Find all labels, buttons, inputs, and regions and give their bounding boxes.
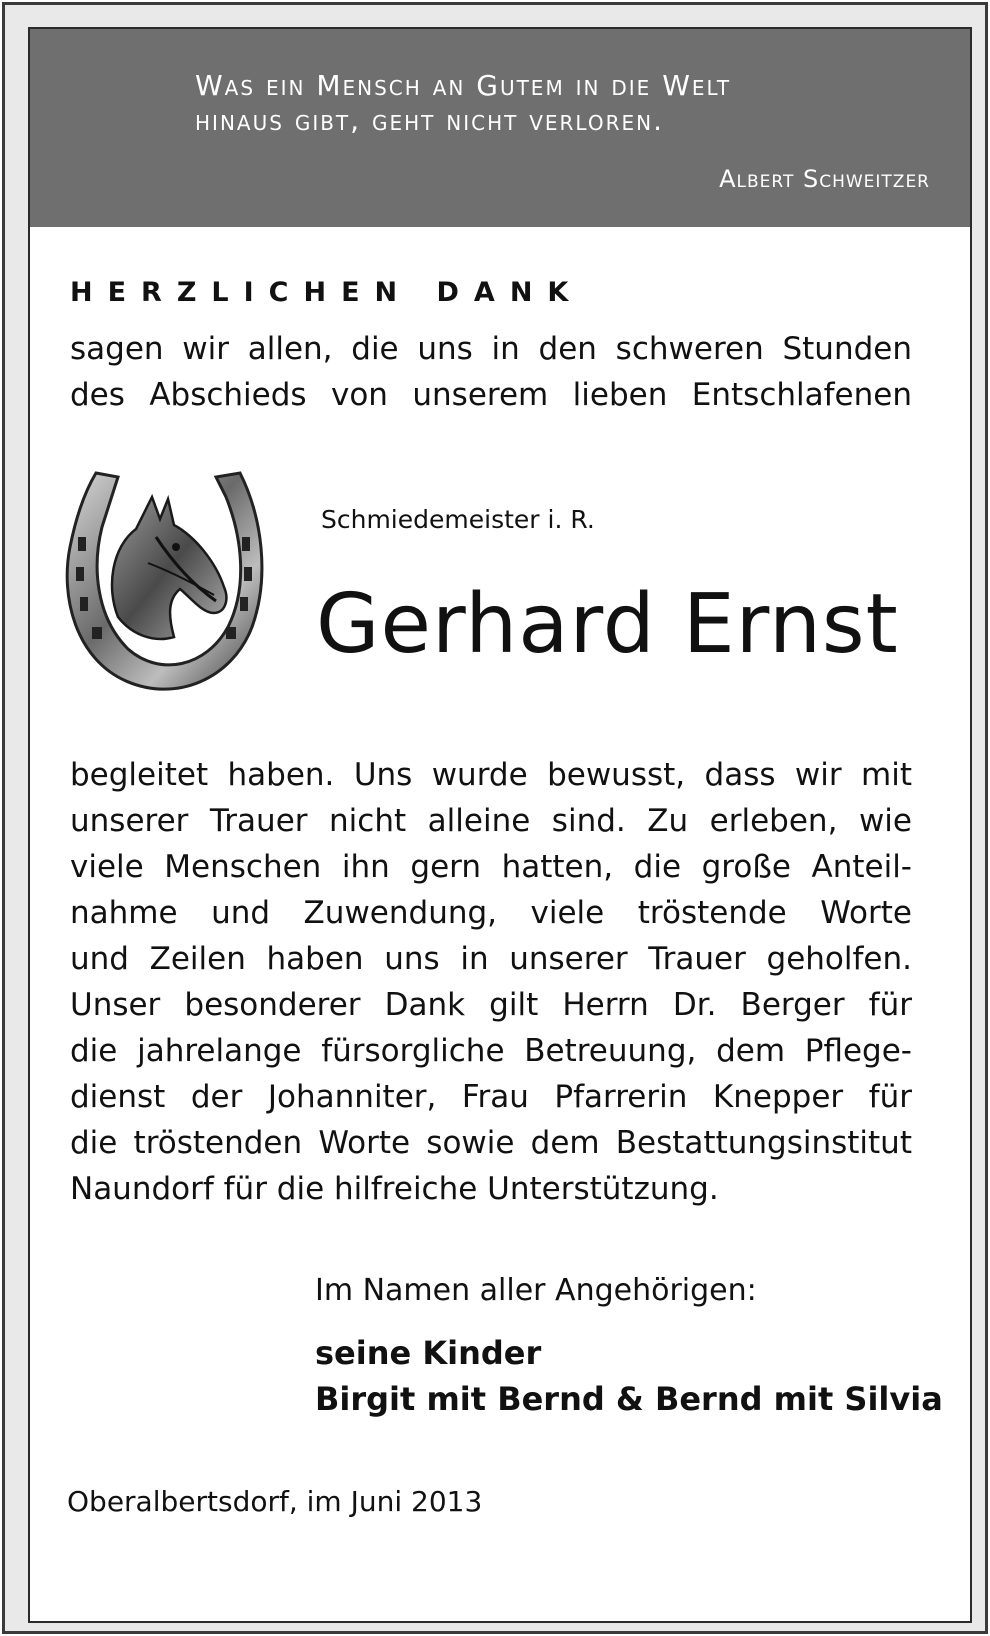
body-line: unserer Trauer nicht alleine sind. Zu erleben, wie (70, 803, 912, 839)
intro-line: des Abschieds von unserem lieben Entschlafenen (70, 377, 912, 413)
body-line: viele Menschen ihn gern hatten, die große Anteil- (70, 849, 912, 885)
signature-line: Birgit mit Bernd & Bernd mit Silvia (315, 1380, 943, 1418)
deceased-name: Gerhard Ernst (316, 577, 899, 672)
body-line: und Zeilen haben uns in unserer Trauer geholfen. (70, 941, 912, 977)
quote-band (30, 29, 970, 227)
body-line: dienst der Johanniter, Frau Pfarrerin Knepper für (70, 1079, 912, 1115)
signature-intro: Im Namen aller Angehörigen: (315, 1273, 757, 1308)
quote-line-1: Was ein Mensch an Gutem in die Welt (195, 69, 732, 102)
body-line: Naundorf für die hilfreiche Unterstützung. (70, 1171, 719, 1207)
body-line: nahme und Zuwendung, viele tröstende Worte (70, 895, 912, 931)
body-line: begleitet haben. Uns wurde bewusst, dass wir mit (70, 757, 912, 793)
place-date: Oberalbertsdorf, im Juni 2013 (67, 1485, 483, 1518)
quote-line-2: hinaus gibt, geht nicht verloren. (195, 104, 665, 137)
horseshoe-horse-head-image (56, 467, 272, 699)
notice-card (28, 27, 972, 1623)
outer-frame (2, 2, 988, 1634)
quote-author: Albert Schweitzer (719, 165, 930, 193)
deceased-title: Schmiedemeister i. R. (321, 505, 595, 534)
body-line: die tröstenden Worte sowie dem Bestattungsinstitut (70, 1125, 912, 1161)
signature-line: seine Kinder (315, 1334, 542, 1372)
body-line: Unser besonderer Dank gilt Herrn Dr. Berger für (70, 987, 912, 1023)
intro-line: sagen wir allen, die uns in den schweren Stunden (70, 331, 912, 367)
thanks-heading: HERZLICHEN DANK (70, 277, 584, 308)
body-line: die jahrelange fürsorgliche Betreuung, dem Pflege- (70, 1033, 912, 1069)
